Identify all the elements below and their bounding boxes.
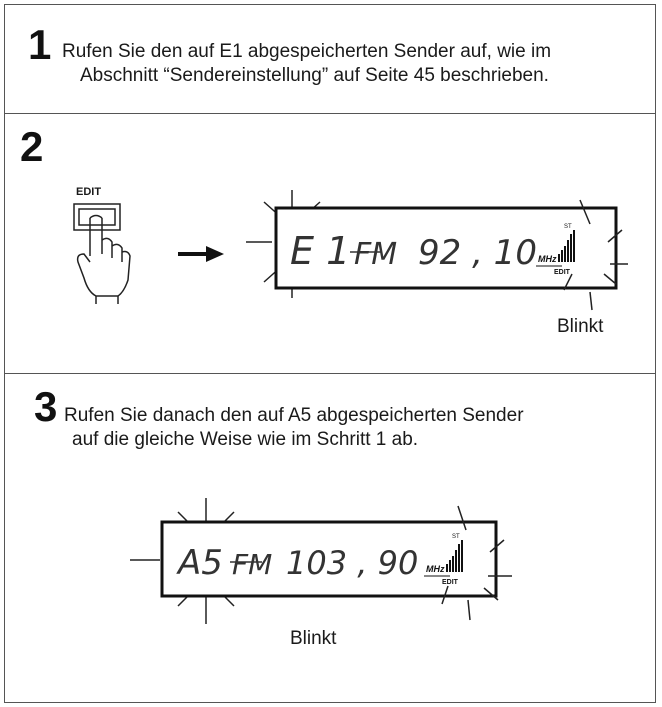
lcd-edit-indicator: EDIT — [554, 269, 570, 276]
lcd-frequency: 92 , 10 — [418, 233, 537, 273]
lcd-stereo: ST — [452, 534, 460, 540]
edit-button-label: EDIT — [76, 186, 102, 198]
step-3-line-2: auf die gleiche Weise wie im Schritt 1 ab. — [72, 429, 419, 450]
lcd-preset: E 1 — [290, 229, 351, 273]
lcd-preset: A5 — [178, 543, 223, 583]
lcd-unit: MHz — [426, 564, 445, 574]
lcd-edit-indicator: EDIT — [442, 579, 458, 586]
lcd-frequency: 103 , 90 — [286, 544, 419, 582]
arrow-right-icon — [178, 244, 228, 264]
step-1-line-2: Abschnitt “Sendereinstellung” auf Seite 45 beschrieben. — [80, 65, 549, 86]
step-2-number: 2 — [20, 123, 44, 170]
step-3-lcd-display — [126, 494, 546, 634]
step-3-text — [64, 404, 524, 452]
divider-step2-step3 — [4, 373, 656, 374]
hand-pressing-edit-icon — [66, 200, 146, 310]
step-3-blink-label: Blinkt — [290, 628, 337, 649]
lcd-unit: MHz — [538, 254, 557, 264]
step-2-blink-label: Blinkt — [557, 316, 604, 337]
step-3-number: 3 — [34, 383, 58, 430]
step-1-number: 1 — [28, 21, 52, 68]
step-3-line-1: Rufen Sie danach den auf A5 abgespeicherten Sender — [64, 405, 524, 426]
lcd-band: FM — [232, 548, 273, 581]
step-1-text — [62, 40, 551, 88]
step-2-lcd-display — [232, 180, 652, 320]
step-1-line-1: Rufen Sie den auf E1 abgespeicherten Sender auf, wie im — [62, 41, 552, 62]
divider-step1-step2 — [4, 113, 656, 114]
lcd-stereo: ST — [564, 224, 572, 230]
lcd-band: FM — [354, 237, 398, 272]
